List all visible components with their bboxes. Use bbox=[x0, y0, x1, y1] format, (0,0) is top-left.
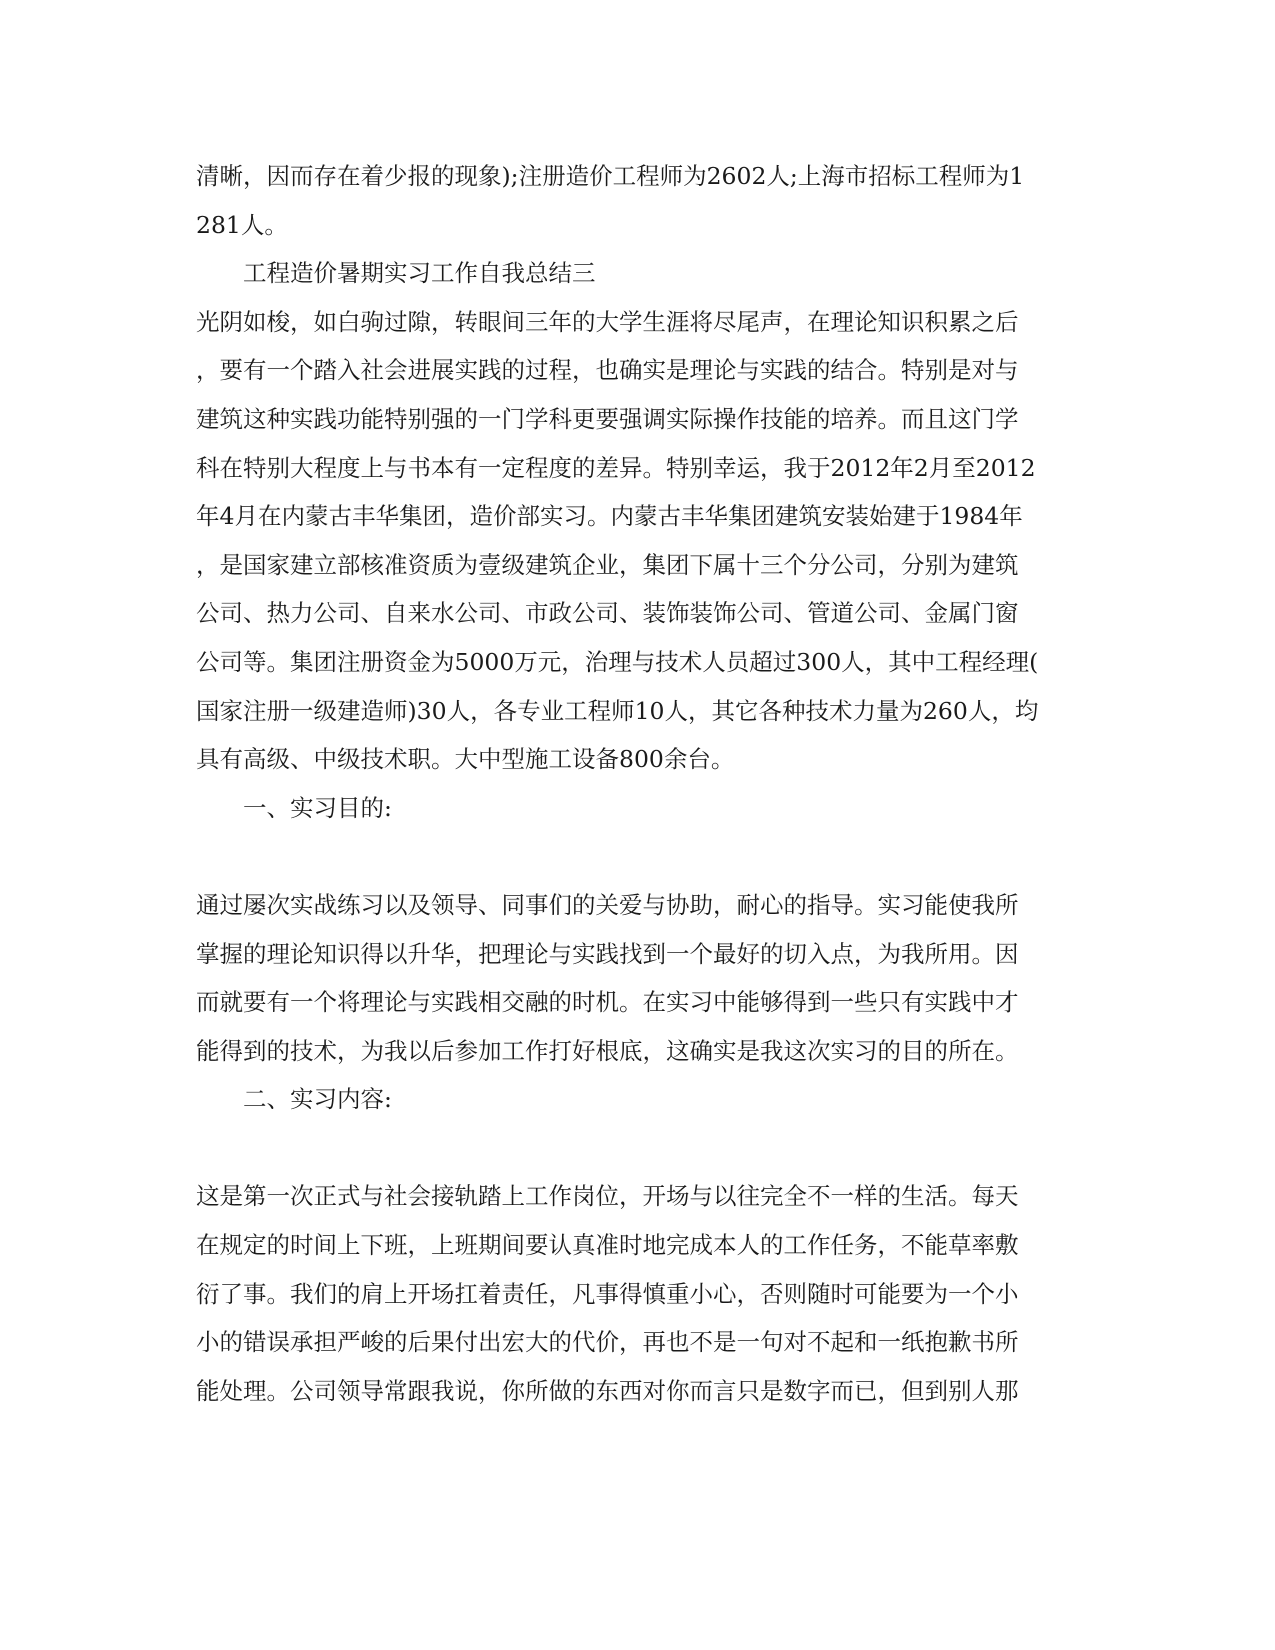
text-line: 通过屡次实战练习以及领导、同事们的关爱与协助，耐心的指导。实习能使我所 bbox=[196, 890, 1019, 919]
text-line: ，是国家建立部核准资质为壹级建筑企业，集团下属十三个分公司，分别为建筑 bbox=[196, 550, 1019, 579]
intro-paragraph bbox=[196, 152, 1076, 249]
purpose-paragraph bbox=[196, 881, 1076, 1075]
text-line: 科在特别大程度上与书本有一定程度的差异。特别幸运，我于2012年2月至2012 bbox=[196, 453, 1036, 482]
text-line: 而就要有一个将理论与实践相交融的时机。在实习中能够得到一些只有实践中才 bbox=[196, 988, 1019, 1017]
text-line: 281人。 bbox=[196, 210, 288, 239]
text-line: 在规定的时间上下班，上班期间要认真准时地完成本人的工作任务，不能草率敷 bbox=[196, 1231, 1019, 1260]
text-line: 具有高级、中级技术职。大中型施工设备800余台。 bbox=[196, 745, 735, 774]
text-line: 掌握的理论知识得以升华，把理论与实践找到一个最好的切入点，为我所用。因 bbox=[196, 939, 1019, 968]
text-line: 能得到的技术，为我以后参加工作打好根底，这确实是我这次实习的目的所在。 bbox=[196, 1036, 1019, 1065]
text-line: 建筑这种实践功能特别强的一门学科更要强调实际操作技能的培养。而且这门学 bbox=[196, 404, 1019, 433]
text-line: 清晰，因而存在着少报的现象);注册造价工程师为2602人;上海市招标工程师为1 bbox=[196, 162, 1025, 190]
content-paragraph bbox=[196, 1172, 1076, 1415]
text-line: 这是第一次正式与社会接轨踏上工作岗位，开场与以往完全不一样的生活。每天 bbox=[196, 1182, 1019, 1211]
heading-purpose: 一、实习目的: bbox=[243, 793, 392, 822]
text-line: 公司、热力公司、自来水公司、市政公司、装饰装饰公司、管道公司、金属门窗 bbox=[196, 599, 1019, 628]
text-line: 光阴如梭，如白驹过隙，转眼间三年的大学生涯将尽尾声，在理论知识积累之后 bbox=[196, 307, 1019, 336]
text-line: 小的错误承担严峻的后果付出宏大的代价，再也不是一句对不起和一纸抱歉书所 bbox=[196, 1328, 1019, 1357]
company-paragraph bbox=[196, 298, 1076, 784]
section-title: 工程造价暑期实习工作自我总结三 bbox=[243, 259, 596, 288]
text-line: 衍了事。我们的肩上开场扛着责任，凡事得慎重小心，否则随时可能要为一个小 bbox=[196, 1279, 1019, 1308]
text-line: 公司等。集团注册资金为5000万元，治理与技术人员超过300人，其中工程经理( bbox=[196, 647, 1039, 676]
heading-content: 二、实习内容: bbox=[243, 1085, 392, 1114]
blank-line bbox=[196, 1124, 1076, 1173]
text-line: ，要有一个踏入社会进展实践的过程，也确实是理论与实践的结合。特别是对与 bbox=[196, 356, 1019, 385]
blank-line bbox=[196, 832, 1076, 881]
document-body bbox=[196, 152, 1076, 1415]
text-line: 国家注册一级建造师)30人，各专业工程师10人，其它各种技术力量为260人，均 bbox=[196, 696, 1039, 725]
text-line: 年4月在内蒙古丰华集团，造价部实习。内蒙古丰华集团建筑安装始建于1984年 bbox=[196, 502, 1023, 531]
text-line: 能处理。公司领导常跟我说，你所做的东西对你而言只是数字而已，但到别人那 bbox=[196, 1376, 1019, 1405]
